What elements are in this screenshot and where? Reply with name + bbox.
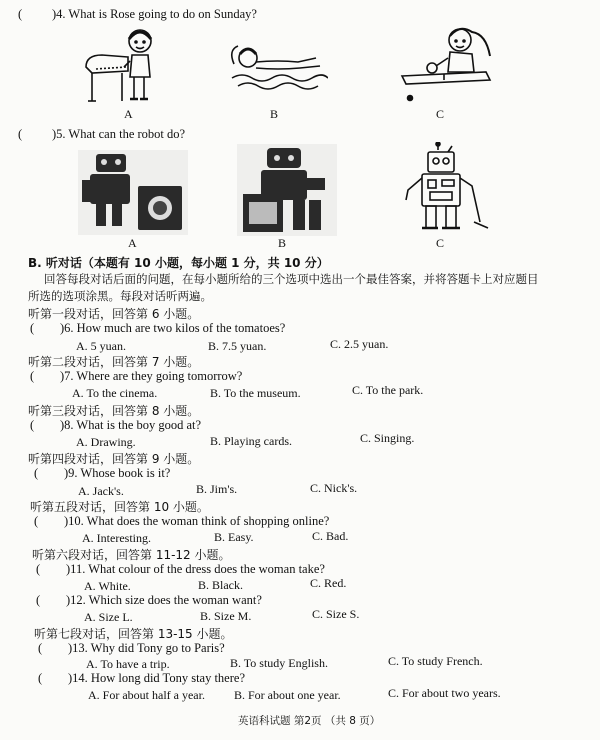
q8-option-a: A. Drawing. [76,435,136,449]
q13-option-b: B. To study English. [230,656,328,670]
q13-option-c: C. To study French. [388,654,483,668]
question-13-text: )13. Why did Tony go to Paris? [68,641,225,655]
q10-option-b: B. Easy. [214,530,254,544]
q4-option-c-label: C [436,107,445,121]
dialogue-intro: 听第三段对话，回答第 8 小题。 [28,404,200,418]
q11-option-a: A. White. [84,579,131,593]
question-11-text: )11. What colour of the dress does the woman take? [66,562,325,576]
answer-paren: ( [38,641,43,655]
q14-option-b: B. For about one year. [234,688,341,702]
q12-option-b: B. Size M. [200,609,252,623]
answer-paren: ( [18,127,23,141]
section-b-title: B. 听对话（本题有 10 小题，每小题 1 分，共 10 分） [28,256,329,270]
q11-option-b: B. Black. [198,578,243,592]
person-swimming-icon [228,38,328,100]
q14-option-c: C. For about two years. [388,686,501,700]
q5-option-c-label: C [436,236,445,250]
question-14-text: )14. How long did Tony stay there? [68,671,245,685]
answer-paren: ( [30,369,35,383]
q10-option-c: C. Bad. [312,529,349,543]
answer-paren: ( [38,671,43,685]
q9-option-c: C. Nick's. [310,481,358,495]
q7-option-a: A. To the cinema. [72,386,158,400]
answer-paren: ( [36,593,41,607]
dialogue-intro: 听第四段对话，回答第 9 小题。 [28,452,200,466]
q6-option-b: B. 7.5 yuan. [208,339,267,353]
q5-option-a-label: A [128,236,137,250]
q7-option-c: C. To the park. [352,383,424,397]
robot-sweeping-photo [78,150,188,235]
answer-paren: ( [30,418,35,432]
q8-option-c: C. Singing. [360,431,415,445]
section-b-instructions-line1: 回答每段对话后面的问题，在每小题所给的三个选项中选出一个最佳答案，并将答题卡上对应题目 [44,272,539,286]
dialogue-intro: 听第一段对话，回答第 6 小题。 [28,307,200,321]
q14-option-a: A. For about half a year. [88,688,205,702]
q12-option-c: C. Size S. [312,607,360,621]
question-8-text: )8. What is the boy good at? [60,418,202,432]
dialogue-intro: 听第二段对话，回答第 7 小题。 [28,355,200,369]
page-footer: 英语科试题 第2页 （共 8 页） [238,715,381,727]
q7-option-b: B. To the museum. [210,386,301,400]
answer-paren: ( [34,514,39,528]
answer-paren: ( [30,321,35,335]
question-7-text: )7. Where are they going tomorrow? [60,369,243,383]
q12-option-a: A. Size L. [84,610,133,624]
q4-option-b-label: B [270,107,279,121]
q6-option-a: A. 5 yuan. [76,339,126,353]
section-b-instructions-line2: 所选的选项涂黑。每段对话听两遍。 [28,289,212,303]
robot-washing-photo [237,144,337,236]
q9-option-b: B. Jim's. [196,482,238,496]
q8-option-b: B. Playing cards. [210,434,292,448]
q11-option-c: C. Red. [310,576,347,590]
answer-paren: ( [36,562,41,576]
q4-option-a-label: A [124,107,133,121]
robot-cleaning-icon [400,142,490,234]
question-9-text: )9. Whose book is it? [64,466,171,480]
q13-option-a: A. To have a trip. [86,657,170,671]
question-5-text: )5. What can the robot do? [52,127,186,141]
dialogue-intro: 听第五段对话，回答第 10 小题。 [30,500,209,514]
q9-option-a: A. Jack's. [78,484,124,498]
dialogue-intro: 听第七段对话，回答第 13-15 小题。 [34,627,233,641]
answer-paren: ( [34,466,39,480]
question-10-text: )10. What does the woman think of shopping online? [64,514,330,528]
girl-playing-ping-pong-icon [390,22,500,104]
question-4-text: )4. What is Rose going to do on Sunday? [52,7,257,21]
dialogue-intro: 听第六段对话，回答第 11-12 小题。 [32,548,231,562]
question-12-text: )12. Which size does the woman want? [66,593,262,607]
answer-paren: ( [18,7,23,21]
question-6-text: )6. How much are two kilos of the tomatoes? [60,321,286,335]
q6-option-c: C. 2.5 yuan. [330,337,389,351]
q5-option-b-label: B [278,236,287,250]
q10-option-a: A. Interesting. [82,531,151,545]
girl-playing-piano-icon [82,25,172,107]
